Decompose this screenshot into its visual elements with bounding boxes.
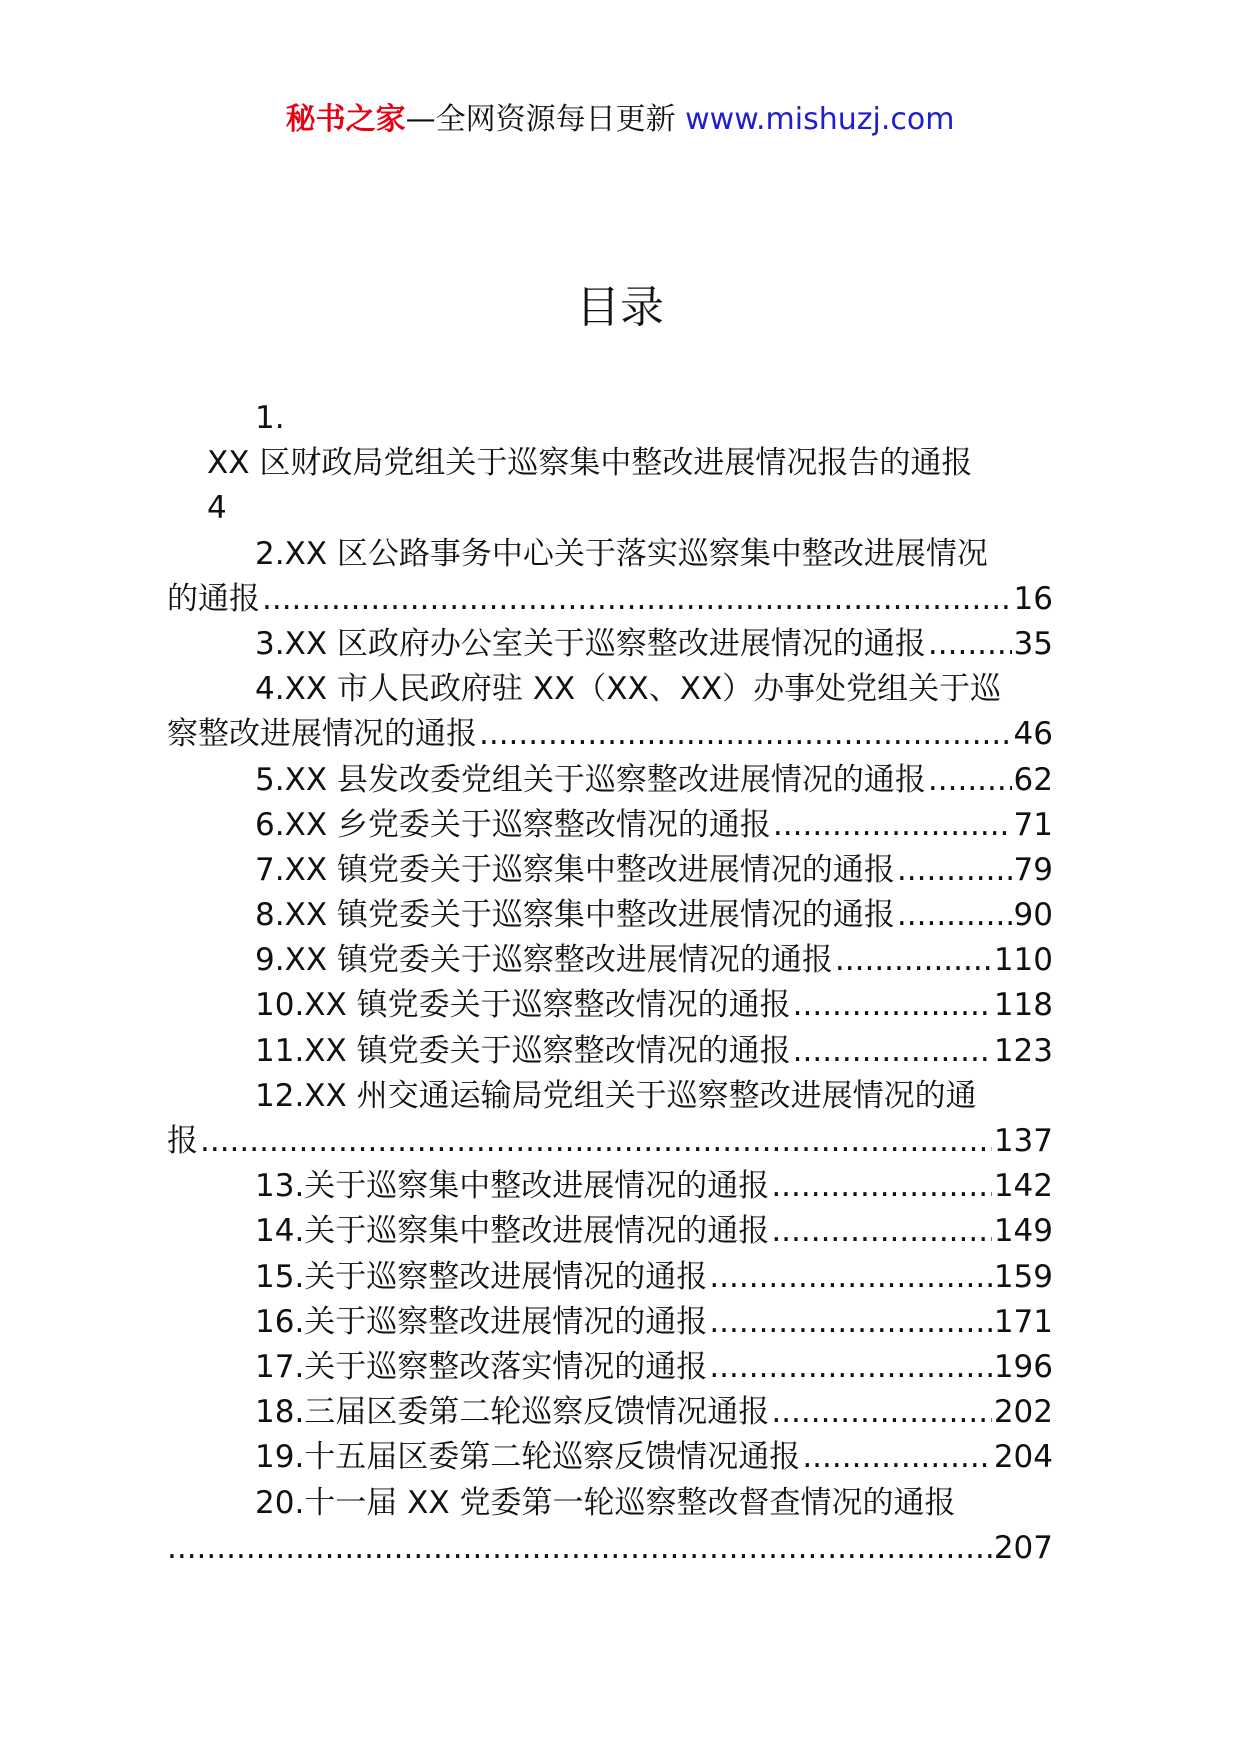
dot-leader bbox=[262, 577, 1012, 622]
dot-leader bbox=[709, 1345, 992, 1390]
toc-page-number: 62 bbox=[1013, 761, 1053, 798]
toc-entry-4-continuation[interactable] bbox=[167, 712, 1053, 757]
toc-entry-label: 8.XX 镇党委关于巡察集中整改进展情况的通报 bbox=[255, 897, 895, 934]
toc-entry-label: 报 bbox=[167, 1123, 198, 1159]
toc-entry-label: 7.XX 镇党委关于巡察集中整改进展情况的通报 bbox=[255, 851, 895, 888]
toc-entry-label: 的通报 bbox=[167, 580, 260, 617]
toc-page-number: 196 bbox=[993, 1348, 1053, 1385]
toc-entry-2[interactable] bbox=[187, 532, 1053, 577]
dot-leader bbox=[897, 893, 1012, 938]
toc-entry-12-continuation[interactable] bbox=[167, 1119, 1053, 1164]
toc-entry-label: 察整改进展情况的通报 bbox=[167, 716, 477, 753]
toc-page-number: 79 bbox=[1013, 851, 1053, 888]
toc-page-number: 207 bbox=[993, 1529, 1053, 1566]
page-title: 目录 bbox=[576, 282, 664, 333]
toc-page-number: 142 bbox=[993, 1168, 1053, 1205]
toc-entry-3[interactable] bbox=[187, 622, 1053, 667]
toc-page-number: 171 bbox=[993, 1303, 1053, 1340]
toc-entry-1-page bbox=[187, 486, 1053, 531]
toc-entry-label: 17.关于巡察整改落实情况的通报 bbox=[255, 1348, 708, 1385]
toc-entry-15[interactable] bbox=[187, 1255, 1053, 1300]
toc-entry-label: 11.XX 镇党委关于巡察整改情况的通报 bbox=[255, 1032, 791, 1069]
dot-leader bbox=[928, 758, 1012, 803]
toc-entry-14[interactable] bbox=[187, 1209, 1053, 1254]
toc-page-number: 159 bbox=[993, 1258, 1053, 1295]
toc-page-number: 71 bbox=[1013, 806, 1053, 843]
toc-entry-label: 5.XX 县发改委党组关于巡察整改进展情况的通报 bbox=[255, 761, 926, 798]
table-of-contents bbox=[167, 396, 1053, 1571]
toc-entry-17[interactable] bbox=[187, 1345, 1053, 1390]
toc-page-number: 110 bbox=[993, 942, 1053, 979]
site-slogan: —全网资源每日更新 bbox=[405, 102, 686, 137]
dot-leader bbox=[771, 1390, 992, 1435]
toc-entry-4[interactable] bbox=[187, 667, 1053, 712]
toc-entry-20[interactable] bbox=[187, 1481, 1053, 1526]
toc-entry-label: 3.XX 区政府办公室关于巡察整改进展情况的通报 bbox=[255, 625, 926, 662]
toc-page-number: 118 bbox=[993, 987, 1053, 1024]
toc-entry-label: 4.XX 市人民政府驻 XX（XX、XX）办事处党组关于巡 bbox=[255, 671, 1002, 708]
dot-leader bbox=[771, 1209, 992, 1254]
toc-page-number: 4 bbox=[207, 490, 227, 527]
toc-page-number: 35 bbox=[1013, 625, 1053, 662]
toc-page-number: 204 bbox=[993, 1439, 1053, 1476]
toc-entry-7[interactable] bbox=[187, 848, 1053, 893]
site-brand: 秘书之家 bbox=[285, 102, 406, 137]
toc-entry-20-continuation[interactable] bbox=[167, 1526, 1053, 1571]
toc-entry-9[interactable] bbox=[187, 938, 1053, 983]
toc-page-number: 202 bbox=[993, 1394, 1053, 1431]
toc-entry-2-continuation[interactable] bbox=[167, 577, 1053, 622]
toc-entry-13[interactable] bbox=[187, 1164, 1053, 1209]
toc-entry-label: 20.十一届 XX 党委第一轮巡察整改督查情况的通报 bbox=[255, 1484, 956, 1521]
toc-entry-10[interactable] bbox=[187, 983, 1053, 1028]
toc-page-number: 149 bbox=[993, 1213, 1053, 1250]
toc-entry-label: 19.十五届区委第二轮巡察反馈情况通报 bbox=[255, 1439, 801, 1476]
dot-leader bbox=[928, 622, 1012, 667]
dot-leader bbox=[897, 848, 1012, 893]
toc-page-number: 137 bbox=[993, 1123, 1053, 1159]
toc-entry-16[interactable] bbox=[187, 1300, 1053, 1345]
toc-page-number: 46 bbox=[1013, 716, 1053, 753]
dot-leader bbox=[709, 1300, 992, 1345]
toc-entry-label: 10.XX 镇党委关于巡察整改情况的通报 bbox=[255, 987, 791, 1024]
site-url-link[interactable]: www.mishuzj.com bbox=[685, 102, 955, 137]
toc-entry-label: 1. bbox=[255, 400, 285, 436]
toc-entry-5[interactable] bbox=[187, 758, 1053, 803]
toc-entry-label: 2.XX 区公路事务中心关于落实巡察集中整改进展情况 bbox=[255, 535, 988, 572]
toc-entry-11[interactable] bbox=[187, 1029, 1053, 1074]
dot-leader bbox=[709, 1255, 992, 1300]
toc-page-number: 123 bbox=[993, 1032, 1053, 1069]
toc-page-number: 90 bbox=[1013, 897, 1053, 934]
toc-page-number: 16 bbox=[1013, 580, 1053, 617]
toc-entry-label: 14.关于巡察集中整改进展情况的通报 bbox=[255, 1213, 770, 1250]
dot-leader bbox=[771, 1164, 992, 1209]
dot-leader bbox=[835, 938, 992, 983]
toc-entry-1-title[interactable] bbox=[187, 441, 1053, 486]
dot-leader bbox=[802, 1435, 992, 1480]
toc-entry-12[interactable] bbox=[187, 1074, 1053, 1119]
toc-entry-label: 13.关于巡察集中整改进展情况的通报 bbox=[255, 1168, 770, 1205]
toc-entry-label: 12.XX 州交通运输局党组关于巡察整改进展情况的通 bbox=[255, 1077, 977, 1114]
dot-leader bbox=[793, 1029, 992, 1074]
dot-leader bbox=[793, 983, 992, 1028]
toc-entry-label: 6.XX 乡党委关于巡察整改情况的通报 bbox=[255, 806, 771, 843]
site-header bbox=[0, 100, 1240, 140]
toc-entry-label: 16.关于巡察整改进展情况的通报 bbox=[255, 1303, 708, 1340]
toc-entry-1-number[interactable] bbox=[187, 396, 1053, 441]
toc-entry-label: 15.关于巡察整改进展情况的通报 bbox=[255, 1258, 708, 1295]
dot-leader bbox=[200, 1119, 992, 1164]
toc-entry-8[interactable] bbox=[187, 893, 1053, 938]
toc-entry-6[interactable] bbox=[187, 803, 1053, 848]
toc-entry-label: 9.XX 镇党委关于巡察整改进展情况的通报 bbox=[255, 942, 833, 979]
toc-entry-18[interactable] bbox=[187, 1390, 1053, 1435]
dot-leader bbox=[479, 712, 1012, 757]
toc-entry-label: XX 区财政局党组关于巡察集中整改进展情况报告的通报 bbox=[207, 445, 973, 482]
toc-entry-label: 18.三届区委第二轮巡察反馈情况通报 bbox=[255, 1394, 770, 1431]
dot-leader bbox=[167, 1526, 992, 1571]
toc-entry-19[interactable] bbox=[187, 1435, 1053, 1480]
dot-leader bbox=[773, 803, 1012, 848]
